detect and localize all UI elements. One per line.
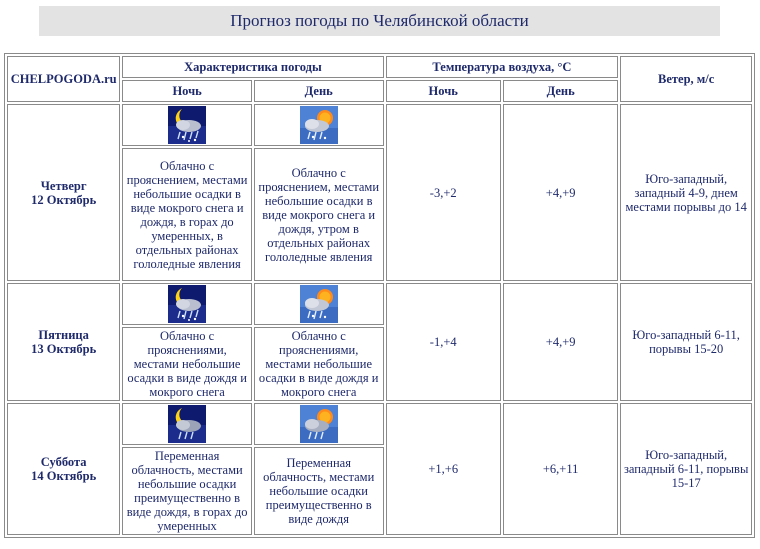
day-description: Облачно с прояснением, местами небольшие осадки в виде мокрого снега и дождя, утром в отдельных районах гололедные явления xyxy=(254,148,384,281)
date: 13 Октябрь xyxy=(31,342,97,356)
day-description: Переменная облачность, местами небольшие осадки преимущественно в виде дождя xyxy=(254,447,384,535)
date: 14 Октябрь xyxy=(31,469,97,483)
night-moon-cloud-rain-icon xyxy=(168,405,206,443)
day-sun-cloud-rain-icon xyxy=(300,405,338,443)
temp-day: +4,+9 xyxy=(503,283,618,401)
night-description: Переменная облачность, местами небольшие осадки преимущественно в виде дождя, в горах до умеренных xyxy=(122,447,252,535)
table-row xyxy=(7,403,752,445)
header-characteristics: Характеристика погоды xyxy=(122,56,383,78)
wind: Юго-западный, западный 4-9, днем местами порывы до 14 xyxy=(620,104,752,281)
day-label xyxy=(7,403,120,535)
header-temp-night: Ночь xyxy=(386,80,501,102)
header-temp-day: День xyxy=(503,80,618,102)
day-sun-cloud-snow-rain-icon xyxy=(300,106,338,144)
weekday: Пятница xyxy=(38,328,89,342)
header-wind: Ветер, м/с xyxy=(620,56,752,102)
night-icon-cell xyxy=(122,283,252,325)
night-moon-snow-rain-icon xyxy=(168,285,206,323)
night-icon-cell xyxy=(122,403,252,445)
day-icon-cell xyxy=(254,403,384,445)
wind: Юго-западный, западный 6-11, порывы 15-17 xyxy=(620,403,752,535)
table-header-row xyxy=(7,56,752,78)
temp-day: +6,+11 xyxy=(503,403,618,535)
temp-night: -1,+4 xyxy=(386,283,501,401)
night-icon-cell xyxy=(122,104,252,146)
header-temperature: Температура воздуха, °С xyxy=(386,56,619,78)
day-label xyxy=(7,283,120,401)
temp-night: +1,+6 xyxy=(386,403,501,535)
day-icon-cell xyxy=(254,283,384,325)
day-icon-cell xyxy=(254,104,384,146)
night-description: Облачно с прояснениями, местами небольшие осадки в виде дождя и мокрого снега xyxy=(122,327,252,401)
weekday: Суббота xyxy=(40,455,87,469)
night-description: Облачно с прояснением, местами небольшие осадки в виде мокрого снега и дождя, в горах до умеренных, в отдельных районах гололедные явления xyxy=(122,148,252,281)
page-title: Прогноз погоды по Челябинской области xyxy=(39,6,720,36)
temp-day: +4,+9 xyxy=(503,104,618,281)
day-label xyxy=(7,104,120,281)
table-row xyxy=(7,283,752,325)
table-row xyxy=(7,104,752,146)
header-char-day: День xyxy=(254,80,384,102)
date: 12 Октябрь xyxy=(31,192,97,207)
header-char-night: Ночь xyxy=(122,80,252,102)
site-name: CHELPOGODA.ru xyxy=(7,56,120,102)
forecast-table xyxy=(4,53,755,538)
night-moon-snow-rain-icon xyxy=(168,106,206,144)
day-description: Облачно с прояснениями, местами небольшие осадки в виде дождя и мокрого снега xyxy=(254,327,384,401)
wind: Юго-западный 6-11, порывы 15-20 xyxy=(620,283,752,401)
weekday: Четверг xyxy=(40,178,87,193)
day-sun-cloud-snow-rain-icon xyxy=(300,285,338,323)
temp-night: -3,+2 xyxy=(386,104,501,281)
